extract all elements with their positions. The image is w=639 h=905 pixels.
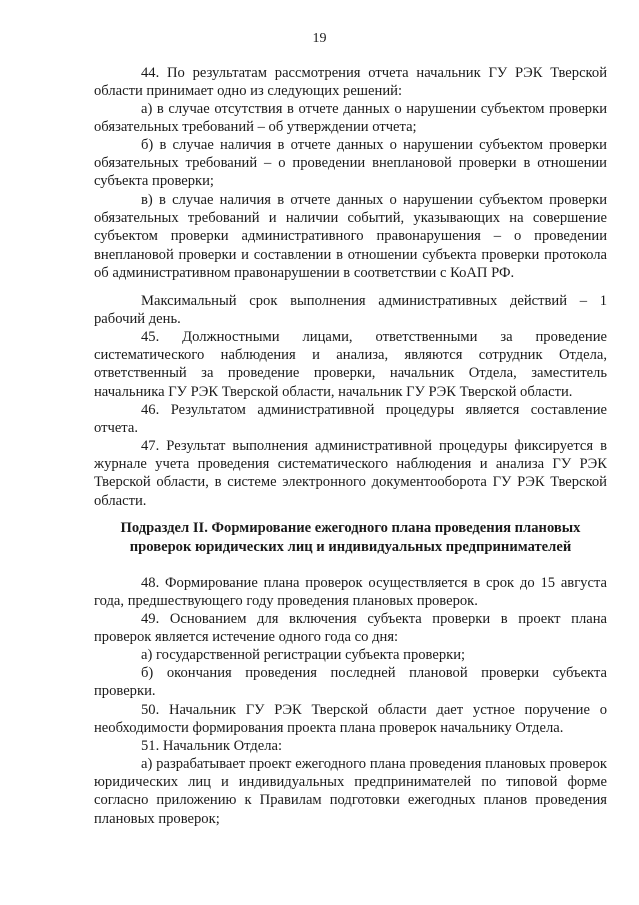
paragraph-50: 50. Начальник ГУ РЭК Тверской области дает устное поручение о необходимости формирования проекта плана проверок начальнику Отдела. <box>94 702 607 737</box>
paragraph-51-a: а) разрабатывает проект ежегодного плана проведения плановых проверок юридических лиц и индивидуальных предпринимателей по типовой форме согласно приложению к Правилам подготовки ежегодных планов проведения плановых проверок; <box>94 756 607 827</box>
paragraph-44: 44. По результатам рассмотрения отчета начальник ГУ РЭК Тверской области принимает одно из следующих решений: <box>94 65 607 100</box>
paragraph-44-max-term: Максимальный срок выполнения административных действий – 1 рабочий день. <box>94 293 607 328</box>
paragraph-44-c: в) в случае наличия в отчете данных о нарушении субъектом проверки обязательных требований и наличии событий, указывающих на совершение субъектом проверки административного правонарушения – о проведении внеплановой проверки и составлении в отношении субъекта проверки протокола об административном правонарушении в соответствии с КоАП РФ. <box>94 192 607 281</box>
paragraph-49-a: а) государственной регистрации субъекта проверки; <box>141 647 466 663</box>
paragraph-49: 49. Основанием для включения субъекта проверки в проект плана проверок является истечение одного года со дня: <box>94 611 607 646</box>
paragraph-48: 48. Формирование плана проверок осуществляется в срок до 15 августа года, предшествующего году проведения плановых проверок. <box>94 575 607 610</box>
paragraph-46: 46. Результатом административной процедуры является составление отчета. <box>94 402 607 437</box>
paragraph-51: 51. Начальник Отдела: <box>141 738 283 754</box>
paragraph-44-b: б) в случае наличия в отчете данных о нарушении субъектом проверки обязательных требований – о проведении внеплановой проверки в отношении субъекта проверки; <box>94 137 607 190</box>
paragraph-44-a: а) в случае отсутствия в отчете данных о нарушении субъектом проверки обязательных требований – об утверждении отчета; <box>94 101 607 136</box>
paragraph-49-b: б) окончания проведения последней плановой проверки субъекта проверки. <box>94 665 607 700</box>
subsection-heading-line-1: Подраздел II. Формирование ежегодного плана проведения плановых <box>120 520 581 536</box>
subsection-heading-line-2: проверок юридических лиц и индивидуальных предпринимателей <box>129 539 572 555</box>
paragraph-47: 47. Результат выполнения административной процедуры фиксируется в журнале учета проведения систематического наблюдения и анализа ГУ РЭК Тверской области, в системе электронного документооборота ГУ РЭК Тверской области. <box>94 438 607 509</box>
page-number: 19 <box>312 31 327 46</box>
paragraph-45: 45. Должностными лицами, ответственными за проведение систематического наблюдения и анализа, являются сотрудник Отдела, ответственный за проведение проверки, начальник Отдела, заместитель начальника ГУ РЭК Тверской области, начальник ГУ РЭК Тверской области. <box>94 329 607 400</box>
subsection-heading <box>94 519 607 557</box>
